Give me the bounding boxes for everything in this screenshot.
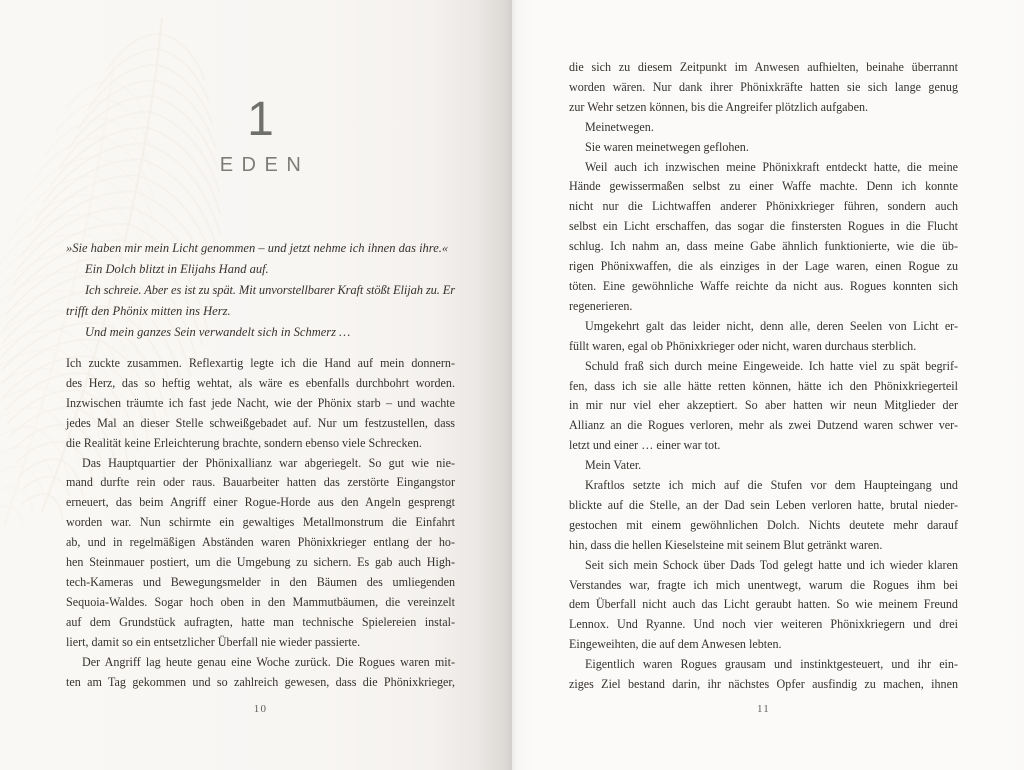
text-line: Der Angriff lag heute genau eine Woche zurück. Die Rogues waren mit- bbox=[82, 654, 455, 669]
page-right bbox=[512, 0, 1024, 770]
text-line: Das Hauptquartier der Phönixallianz war abgeriegelt. So gut wie nie- bbox=[82, 455, 455, 470]
text-line: auf dem Grundstück aufragten, hatte man technische Spielereien instal- bbox=[66, 614, 455, 629]
text-line: hin, dass die hellen Kieselsteine mit seinem Blut getränkt waren. bbox=[569, 537, 883, 552]
body-text-left bbox=[66, 354, 455, 692]
text-line: Hände gewissermaßen selbst zu einer Waffe machte. Denn ich konnte bbox=[569, 179, 958, 194]
text-line: worden war. Nun schirmte ein gewaltiges Metallmonstrum die Einfahrt bbox=[66, 515, 455, 530]
text-line: des Herz, das so heftig wehtat, als wäre es ebenfalls durchbohrt worden. bbox=[66, 375, 455, 390]
chapter-header bbox=[66, 93, 455, 177]
text-line: Ich schreie. Aber es ist zu spät. Mit unvorstellbarer Kraft stößt Elijah zu. Er bbox=[85, 283, 455, 297]
text-line: Meinetwegen. bbox=[585, 119, 654, 134]
text-line: Umgekehrt galt das leider nicht, denn alle, deren Seelen von Licht er- bbox=[585, 318, 958, 333]
page-number-right: 11 bbox=[757, 703, 770, 715]
text-line: Ein Dolch blitzt in Elijahs Hand auf. bbox=[85, 262, 269, 276]
text-line: Mein Vater. bbox=[585, 458, 642, 473]
text-line: letzt und einer … einer war tot. bbox=[569, 438, 721, 453]
text-line: schlug. Ich nahm an, dass meine Gabe ähnlich funktionierte, wie die üb- bbox=[569, 239, 958, 254]
text-line: die Realität keine Erleichterung brachte, sondern ebenso viele Schrecken. bbox=[66, 435, 422, 450]
text-line: in mir nur viel eher akzeptiert. So aber hatten wir neun Mitglieder der bbox=[569, 398, 959, 413]
text-line: selbst ein Licht erschaffen, das sogar die finstersten Rogues in die Flucht bbox=[569, 219, 958, 234]
text-line: dem Überfall nicht auch das Licht geraubt hatten. So wie meinem Freund bbox=[569, 597, 958, 612]
text-line: Allianz an die Rogues verloren, mehr als zwei Dutzend waren schwer ver- bbox=[569, 418, 958, 433]
body-text-right bbox=[569, 58, 958, 695]
text-line: Sie waren meinetwegen geflohen. bbox=[585, 139, 749, 154]
text-line: Schuld fraß sich durch meine Eingeweide. Ich hatte viel zu spät begrif- bbox=[585, 358, 959, 373]
text-line: worden wären. Nur dank ihrer Phönixkräfte hatten sie sich lange genug bbox=[569, 79, 958, 94]
text-line: gestochen mit einem gewöhnlichen Dolch. Nichts deutete mehr darauf bbox=[569, 517, 958, 532]
text-line: rigen Phönixwaffen, die als einziges in der Lage waren, einen Rogue zu bbox=[569, 259, 958, 274]
text-line: töten. Eine gewöhnliche Waffe reichte da nicht aus. Rogues konnten sich bbox=[569, 278, 958, 293]
text-line: hen Steinmauer postiert, um die Umgebung zu sichern. Es gab auch High- bbox=[66, 555, 455, 570]
text-line: trifft den Phönix mitten ins Herz. bbox=[66, 304, 231, 318]
text-line: Sequoia-Waldes. Sogar hoch oben in den Mammutbäumen, die vereinzelt bbox=[66, 594, 455, 609]
text-line: Verstandes war, fragte ich mich unentwegt, warum die Rogues ihm bei bbox=[569, 577, 958, 592]
text-line: liert, damit so ein entsetzlicher Überfall nie wieder passierte. bbox=[66, 634, 361, 649]
text-line: die sich zu diesem Zeitpunkt im Anwesen aufhielten, beinahe überrannt bbox=[569, 60, 958, 74]
text-line: ziges Ziel bestand darin, ihr nächstes Opfer ausfindig zu machen, ihnen bbox=[569, 677, 958, 692]
text-line: ten am Tag gekommen und so zahlreich gewesen, dass die Phönixkrieger, bbox=[66, 674, 455, 689]
chapter-title: EDEN bbox=[219, 154, 310, 176]
text-line: blickte auf die Stelle, an der Dad sein Leben verloren hatte, brutal nieder- bbox=[569, 497, 959, 512]
text-line: mand durfte rein oder raus. Bauarbeiter hatten das zerstörte Eingangstor bbox=[66, 475, 455, 490]
text-line: Eingeweihten, die auf dem Anwesen lebten. bbox=[569, 637, 782, 652]
text-line: »Sie haben mir mein Licht genommen – und jetzt nehme ich ihnen das ihre.« bbox=[66, 241, 449, 255]
text-line: erneuert, das beim Angriff einer Rogue-Horde aus den Angeln gesprengt bbox=[66, 495, 455, 510]
text-line: Weil auch ich inzwischen meine Phönixkraft entdeckt hatte, die meine bbox=[585, 159, 958, 174]
text-line: nicht nur die Lichtwaffen anderer Phönixkrieger führen, sondern auch bbox=[569, 199, 958, 214]
text-line: regenerieren. bbox=[569, 298, 633, 313]
text-line: Lennox. Und Ryanne. Und noch vier weiteren Phönixkriegern und drei bbox=[569, 617, 958, 632]
text-line: Seit sich mein Schock über Dads Tod gelegt hatte und ich wieder klaren bbox=[585, 557, 958, 572]
text-line: Ich zuckte zusammen. Reflexartig legte ich die Hand auf mein donnern- bbox=[66, 356, 455, 370]
text-line: Eigentlich waren Rogues grausam und instinktgesteuert, und ihr ein- bbox=[585, 657, 958, 672]
chapter-number: 1 bbox=[247, 93, 274, 146]
text-line: Kraftlos setzte ich mich auf die Stufen vor dem Haupteingang und bbox=[585, 478, 958, 493]
text-line: jedes Mal an dieser Stelle schweißgebadet auf. Nur um festzustellen, dass bbox=[66, 415, 455, 430]
text-line: füllt waren, egal ob Phönixkrieger oder nicht, waren durchaus sterblich. bbox=[569, 338, 917, 353]
text-line: Und mein ganzes Sein verwandelt sich in Schmerz … bbox=[85, 325, 351, 339]
text-line: tech-Kameras und Bewegungsmelder in den Bäumen des umliegenden bbox=[66, 574, 455, 589]
text-line: fen, dass ich sie alle hätte retten können, hätte ich den Phönixkriegerteil bbox=[569, 378, 959, 393]
text-line: zur Wehr setzen können, bis die Angreifer plötzlich aufgaben. bbox=[569, 99, 869, 114]
epigraph bbox=[66, 238, 455, 343]
text-line: ab, und in regelmäßigen Abständen waren Phönixkrieger entlang der ho- bbox=[66, 535, 455, 550]
text-line: Inzwischen träumte ich fast jede Nacht, wie der Phönix starb – und wachte bbox=[66, 395, 455, 410]
page-number-left: 10 bbox=[253, 703, 268, 715]
